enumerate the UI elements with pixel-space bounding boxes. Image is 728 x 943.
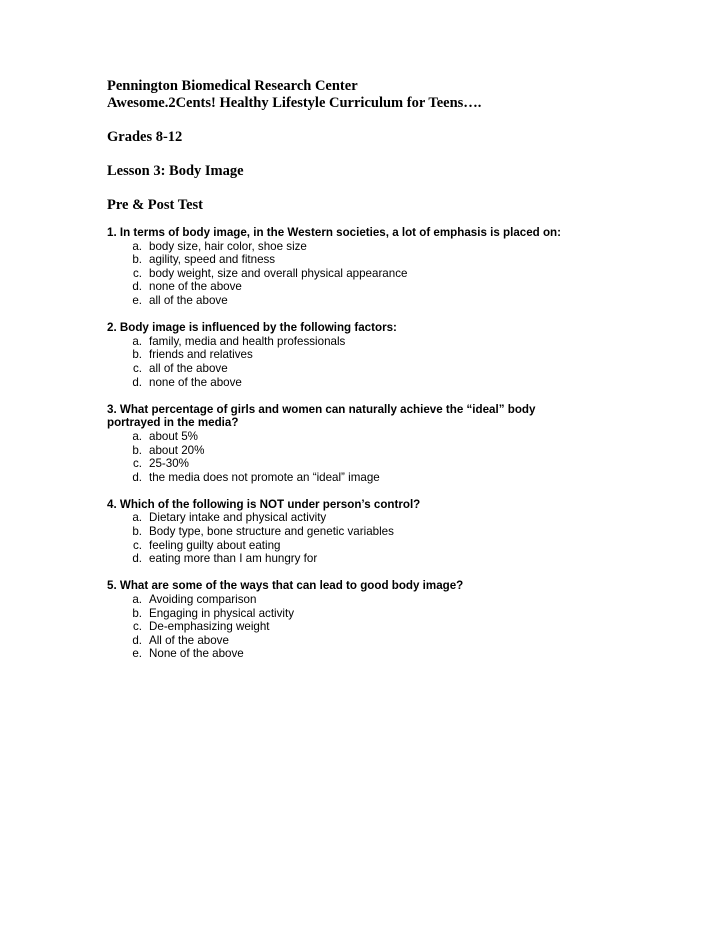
option-item: [107, 430, 707, 444]
option-list: [107, 430, 707, 484]
option-list: [107, 240, 707, 308]
option-letter: c.: [132, 266, 142, 280]
option-letter: a.: [132, 334, 142, 348]
option-letter: d.: [132, 280, 142, 294]
option-item: [107, 511, 707, 525]
option-letter: c.: [132, 620, 142, 634]
option-item: [107, 647, 707, 661]
lesson-title: Lesson 3: Body Image: [107, 163, 244, 179]
option-item: [107, 607, 707, 621]
option-list: [107, 511, 707, 565]
option-letter: b.: [132, 525, 142, 539]
option-item: [107, 348, 707, 362]
option-text: Engaging in physical activity: [149, 606, 295, 620]
option-letter: d.: [132, 470, 142, 484]
option-letter: c.: [132, 457, 142, 471]
option-letter: d.: [132, 552, 142, 566]
option-item: [107, 457, 707, 471]
option-item: [107, 335, 707, 349]
option-text: body size, hair color, shoe size: [149, 239, 307, 253]
option-item: [107, 294, 707, 308]
option-text: body weight, size and overall physical appearance: [149, 266, 408, 280]
option-letter: e.: [132, 293, 142, 307]
option-letter: b.: [132, 348, 142, 362]
option-item: [107, 280, 707, 294]
question-text: 5. What are some of the ways that can lead to good body image?: [107, 579, 464, 593]
option-text: 25-30%: [149, 457, 189, 471]
option-letter: a.: [132, 593, 142, 607]
option-letter: b.: [132, 443, 142, 457]
option-item: [107, 471, 707, 485]
question-text-line-2: portrayed in the media?: [107, 416, 239, 430]
question-text-line-1: 3. What percentage of girls and women can naturally achieve the “ideal” body: [107, 402, 536, 416]
institution-name: Pennington Biomedical Research Center: [107, 78, 358, 94]
option-list: [107, 593, 707, 661]
question-list: [107, 226, 707, 661]
option-item: [107, 376, 707, 390]
option-item: [107, 362, 707, 376]
option-text: Dietary intake and physical activity: [149, 511, 327, 525]
option-item: [107, 444, 707, 458]
option-text: about 20%: [149, 443, 205, 457]
option-text: about 5%: [149, 429, 198, 443]
option-letter: a.: [132, 429, 142, 443]
document-page: [107, 78, 707, 661]
option-text: family, media and health professionals: [149, 334, 346, 348]
option-text: Body type, bone structure and genetic variables: [149, 525, 394, 539]
option-text: all of the above: [149, 293, 228, 307]
option-letter: b.: [132, 606, 142, 620]
grades-label: Grades 8-12: [107, 129, 183, 145]
question-2: [107, 321, 707, 389]
option-text: the media does not promote an “ideal” image: [149, 470, 380, 484]
option-letter: d.: [132, 633, 142, 647]
option-item: [107, 525, 707, 539]
option-text: feeling guilty about eating: [149, 538, 281, 552]
option-letter: d.: [132, 375, 142, 389]
option-item: [107, 253, 707, 267]
option-letter: b.: [132, 253, 142, 267]
question-1: [107, 226, 707, 308]
option-item: [107, 240, 707, 254]
question-text: 4. Which of the following is NOT under person’s control?: [107, 497, 421, 511]
question-5: [107, 579, 707, 661]
option-text: Avoiding comparison: [149, 593, 257, 607]
option-text: agility, speed and fitness: [149, 253, 276, 267]
option-letter: a.: [132, 511, 142, 525]
option-text: eating more than I am hungry for: [149, 552, 318, 566]
question-text: 2. Body image is influenced by the following factors:: [107, 321, 397, 335]
curriculum-title: Awesome.2Cents! Healthy Lifestyle Curriculum for Teens….: [107, 95, 482, 111]
option-text: friends and relatives: [149, 348, 253, 362]
test-title: Pre & Post Test: [107, 197, 203, 213]
option-item: [107, 620, 707, 634]
option-letter: c.: [132, 538, 142, 552]
option-letter: a.: [132, 239, 142, 253]
option-text: none of the above: [149, 375, 242, 389]
question-text: 1. In terms of body image, in the Western societies, a lot of emphasis is placed on:: [107, 226, 561, 239]
option-text: all of the above: [149, 361, 228, 375]
option-text: All of the above: [149, 633, 229, 647]
option-item: [107, 267, 707, 281]
option-list: [107, 335, 707, 389]
option-text: none of the above: [149, 280, 242, 294]
option-item: [107, 634, 707, 648]
option-text: De-emphasizing weight: [149, 620, 270, 634]
option-letter: e.: [132, 647, 142, 661]
option-item: [107, 539, 707, 553]
question-4: [107, 498, 707, 566]
option-item: [107, 593, 707, 607]
option-item: [107, 552, 707, 566]
question-3: [107, 403, 707, 485]
option-text: None of the above: [149, 647, 244, 661]
option-letter: c.: [132, 361, 142, 375]
